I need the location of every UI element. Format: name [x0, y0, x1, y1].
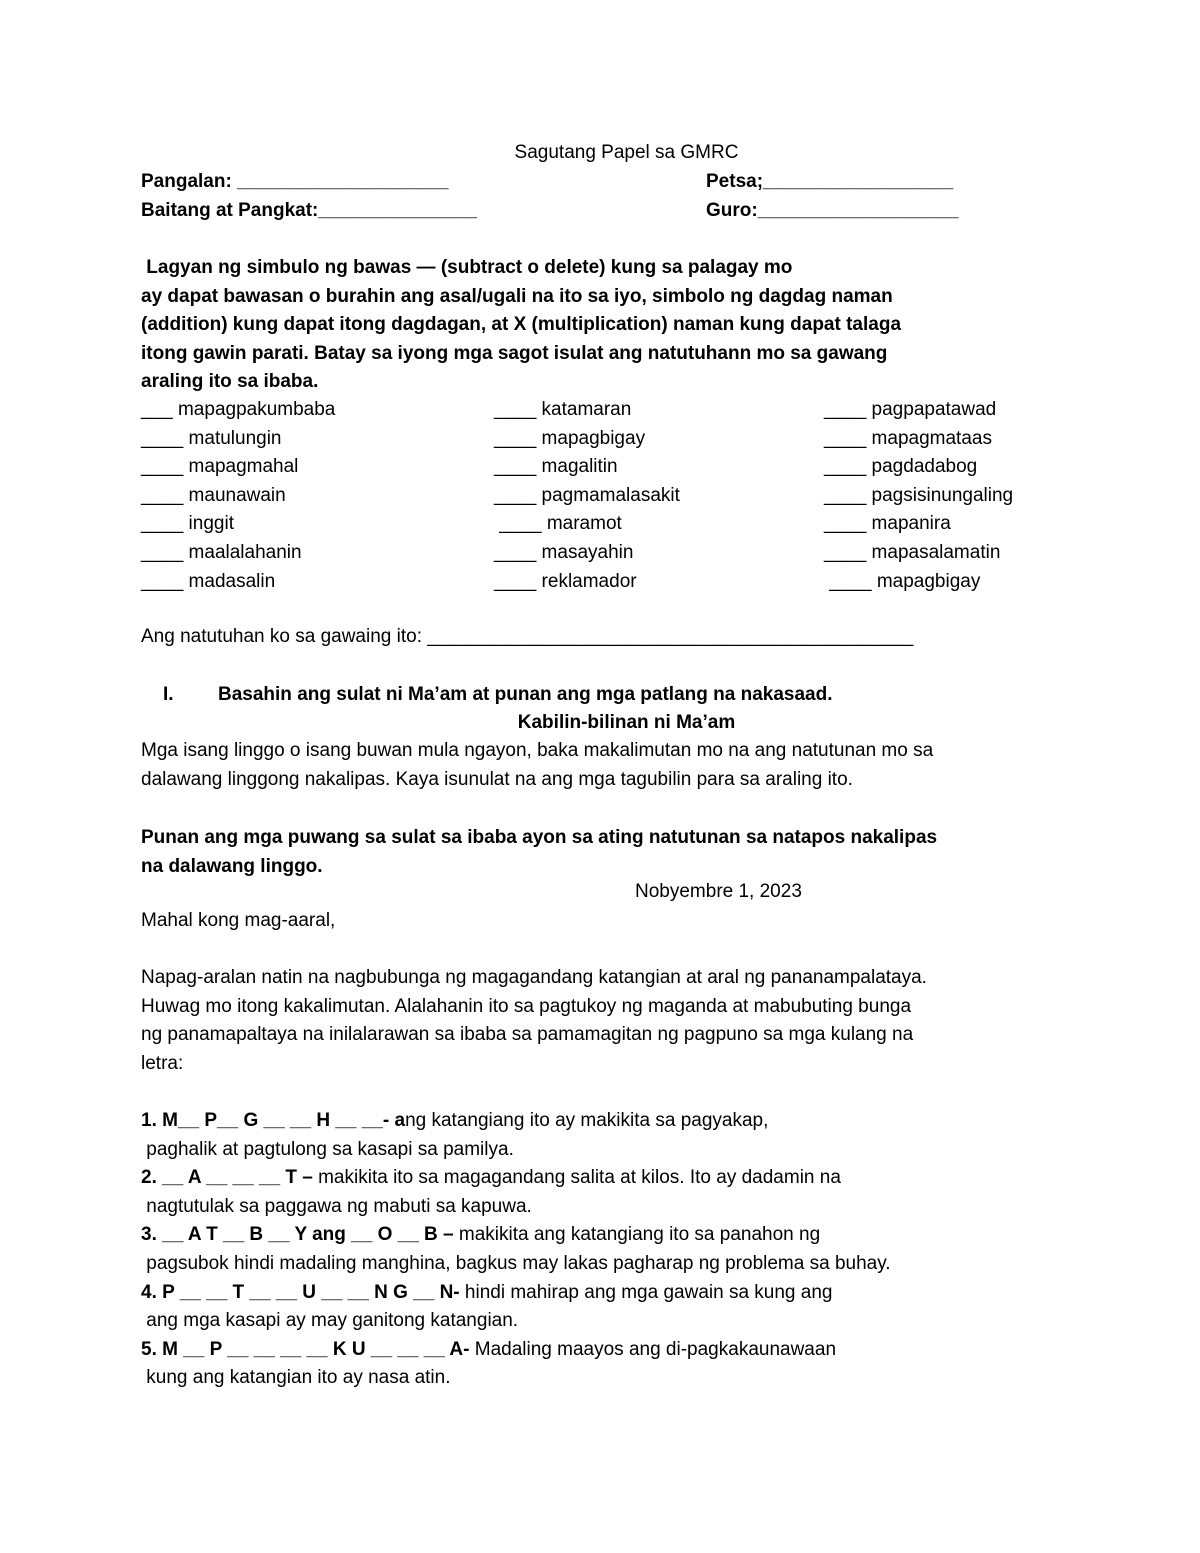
trait-item: ___ mapagpakumbaba [141, 399, 336, 420]
section-subheading: Kabilin-bilinan ni Ma’am [517, 712, 736, 733]
fill-item-code: 5. M __ P __ __ __ __ K U __ __ __ A- [141, 1338, 470, 1360]
trait-item: ____ masayahin [494, 541, 634, 563]
traits-column-2 [494, 396, 794, 596]
fill-item-code: 2. __ A __ __ __ T – [141, 1167, 313, 1189]
letter-body-line: ng panamapaltaya na inilalarawan sa ibaba sa pamamagitan ng pagpuno sa mga kulang na [141, 1024, 914, 1046]
fill-item-continuation: kung ang katangian ito ay nasa atin. [141, 1367, 451, 1389]
letter-items [141, 1107, 1061, 1393]
fill-item-code: 3. __ A T __ B __ Y ang __ O __ B – [141, 1224, 454, 1246]
name-field-label: Pangalan: ____________________ [141, 171, 449, 192]
trait-item: ____ pagmamalasakit [494, 484, 680, 506]
fill-item [141, 1164, 1061, 1193]
instruction-line: ay dapat bawasan o burahin ang asal/ugali na ito sa iyo, simbolo ng dagdag naman [141, 285, 893, 307]
letter-body-line: Huwag mo itong kakalimutan. Alalahanin ito sa pagtukoy ng maganda at mabubuting bunga [141, 995, 912, 1017]
grade-section-field-label: Baitang at Pangkat:_______________ [141, 200, 477, 221]
fill-item-text: makikita ang katangiang ito sa panahon ng [453, 1224, 821, 1246]
fill-item-continuation: pagsubok hindi madaling manghina, bagkus may lakas pagharap ng problema sa buhay. [141, 1252, 891, 1274]
trait-item: ____ inggit [141, 513, 234, 535]
fill-instruction [141, 824, 1061, 881]
trait-item: ____ maalalahanin [141, 541, 302, 563]
trait-item: ____ matulungin [141, 427, 282, 449]
date-field-label: Petsa;__________________ [706, 171, 954, 192]
fill-item [141, 1336, 1061, 1365]
fill-item-continuation: nagtutulak sa paggawa ng mabuti sa kapuwa. [141, 1195, 532, 1217]
trait-item: ____ maunawain [141, 484, 286, 506]
intro-line: dalawang linggong nakalipas. Kaya isunulat na ang mga tagubilin para sa araling ito. [141, 768, 853, 790]
fill-item-code: 4. P __ __ T __ __ U __ __ N G __ N- [141, 1281, 460, 1303]
trait-item: ____ pagpapatawad [824, 399, 997, 420]
section-heading: Basahin ang sulat ni Ma’am at punan ang mga patlang na nakasaad. [218, 684, 833, 705]
trait-item: ____ pagsisinungaling [824, 484, 1014, 506]
fill-item-code: 1. M__ P__ G __ __ H __ __- a [141, 1110, 406, 1131]
section-numeral: I. [163, 684, 174, 705]
instructions [141, 254, 1061, 397]
trait-item: ____ mapagmataas [824, 427, 992, 449]
trait-item: ____ maramot [494, 513, 622, 535]
trait-item: ____ madasalin [141, 570, 276, 592]
letter-body-line: letra: [141, 1052, 184, 1074]
traits-column-3 [824, 396, 1124, 596]
fill-item-continuation: ang mga kasapi ay may ganitong katangian. [141, 1310, 519, 1332]
instruction-line: araling ito sa ibaba. [141, 371, 319, 393]
fill-item-text: Madaling maayos ang di-pagkakaunawaan [469, 1338, 837, 1360]
fill-item-continuation: paghalik at pagtulong sa kasapi sa pamilya. [141, 1138, 514, 1160]
letter-body-line: Napag-aralan natin na nagbubunga ng magagandang katangian at aral ng pananampalataya. [141, 967, 927, 988]
trait-item: ____ mapasalamatin [824, 541, 1001, 563]
fill-item [141, 1279, 1061, 1308]
traits-column-1 [141, 396, 471, 596]
letter-date: Nobyembre 1, 2023 [635, 881, 802, 902]
section-intro [141, 737, 1061, 794]
intro-line: Mga isang linggo o isang buwan mula ngayon, baka makalimutan mo na ang natutunan mo sa [141, 740, 934, 761]
fill-item-text: hindi mahirap ang mga gawain sa kung ang [459, 1281, 833, 1303]
instruction-line: (addition) kung dapat itong dagdagan, at X (multiplication) naman kung dapat talaga [141, 314, 902, 336]
letter-salutation: Mahal kong mag-aaral, [141, 910, 336, 931]
fill-item-text: ng katangiang ito ay makikita sa pagyakap, [405, 1110, 769, 1131]
fill-item [141, 1221, 1061, 1250]
instruction-line: itong gawin parati. Batay sa iyong mga sagot isulat ang natutuhann mo sa gawang [141, 342, 888, 364]
trait-item: ____ mapagbigay [494, 427, 646, 449]
trait-item: ____ katamaran [494, 399, 632, 420]
page-title: Sagutang Papel sa GMRC [514, 142, 739, 163]
trait-item: ____ reklamador [494, 570, 637, 592]
fill-instruction-line: na dalawang linggo. [141, 855, 323, 877]
fill-item-text: makikita ito sa magagandang salita at kilos. Ito ay dadamin na [312, 1167, 841, 1189]
instruction-line: Lagyan ng simbulo ng bawas — (subtract o delete) kung sa palagay mo [141, 257, 793, 278]
trait-item: ____ mapagbigay [824, 570, 981, 592]
learned-answer-line: Ang natutuhan ko sa gawaing ito: ______________________________________________ [141, 626, 914, 647]
trait-item: ____ mapanira [824, 513, 951, 535]
teacher-field-label: Guro:___________________ [706, 200, 959, 221]
fill-item [141, 1107, 1061, 1136]
trait-item: ____ pagdadabog [824, 456, 978, 478]
trait-item: ____ mapagmahal [141, 456, 299, 478]
trait-item: ____ magalitin [494, 456, 618, 478]
letter-body [141, 964, 1061, 1078]
fill-instruction-line: Punan ang mga puwang sa sulat sa ibaba ayon sa ating natutunan sa natapos nakalipas [141, 827, 938, 848]
